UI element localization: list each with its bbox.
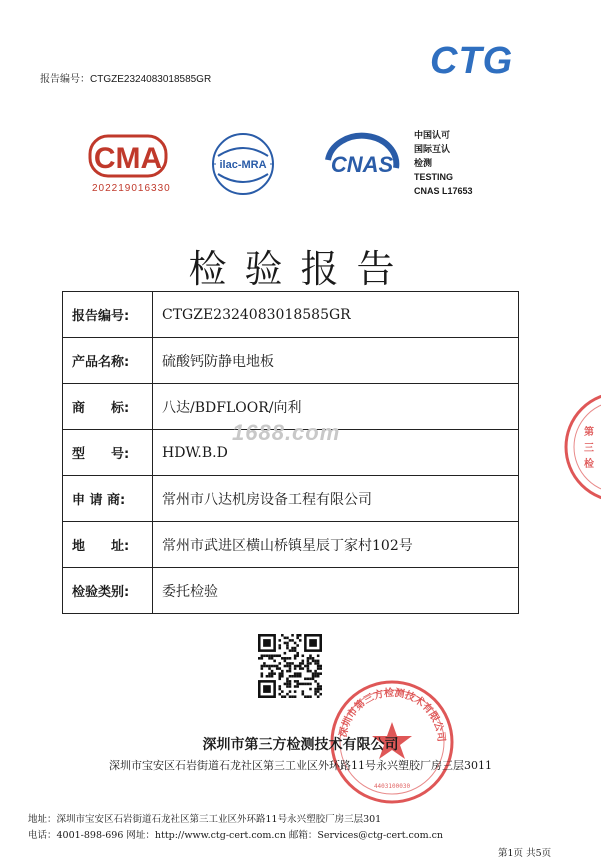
- watermark: 1688.com: [232, 420, 341, 445]
- svg-text:4403100030: 4403100030: [373, 783, 411, 790]
- table-row: [63, 522, 519, 568]
- row-value: 常州市武进区横山桥镇星辰丁家村102号: [153, 522, 519, 568]
- report-number-header-label: 报告编号：: [40, 74, 90, 85]
- svg-text:检: 检: [584, 459, 594, 470]
- row-label: 商 标:: [63, 384, 153, 430]
- svg-text:第: 第: [584, 427, 594, 438]
- qr-code-icon[interactable]: [258, 634, 322, 698]
- side-seal-icon: [562, 385, 601, 510]
- row-value: 委托检验: [153, 568, 519, 614]
- footer-address: 地址：深圳市宝安区石岩街道石龙社区第三工业区外环路11号永兴塑胶厂房三层301: [28, 814, 382, 825]
- row-value: 常州市八达机房设备工程有限公司: [153, 476, 519, 522]
- issuer-company-name: 深圳市第三方检测技术有限公司: [202, 737, 399, 753]
- row-value: HDW.B.D: [153, 430, 519, 476]
- table-row: [63, 292, 519, 338]
- table-row: [63, 338, 519, 384]
- ilac-mra-logo-icon: [208, 130, 278, 198]
- ilac-mra-logo-text: ilac-MRA: [219, 159, 267, 171]
- row-value: 八达/BDFLOOR/向利: [153, 384, 519, 430]
- cma-logo-text: CMA: [93, 142, 163, 175]
- ctg-logo: CTG: [430, 40, 514, 82]
- table-row: [63, 476, 519, 522]
- cnas-logo-icon: [318, 130, 406, 196]
- svg-text:三: 三: [584, 443, 594, 454]
- cnas-logo-text: CNAS: [330, 152, 394, 177]
- cma-logo-icon: [88, 130, 168, 180]
- row-label: 申 请 商:: [63, 476, 153, 522]
- report-number-header-value: CTGZE2324083018585GR: [90, 74, 212, 85]
- row-label: 产品名称:: [63, 338, 153, 384]
- svg-text:深圳市第三方检测技术有限公司: 深圳市第三方检测技术有限公司: [338, 687, 447, 743]
- cma-number: 202219016330: [92, 183, 171, 194]
- row-value: 硫酸钙防静电地板: [153, 338, 519, 384]
- row-label: 型 号:: [63, 430, 153, 476]
- row-label: 地 址:: [63, 522, 153, 568]
- footer-contact: 电话：4001-898-696 网址：http://www.ctg-cert.com.cn 邮箱：Services@ctg-cert.com.cn: [28, 830, 444, 841]
- cnas-line: CNAS L17653: [414, 186, 473, 196]
- cnas-line: 检测: [414, 158, 433, 168]
- table-row: [63, 568, 519, 614]
- report-number-header: [40, 70, 211, 85]
- cnas-line: 中国认可: [414, 130, 451, 140]
- row-label: 报告编号:: [63, 292, 153, 338]
- page-number: 第1页 共5页: [498, 848, 552, 859]
- cnas-line: 国际互认: [414, 144, 451, 154]
- row-value: CTGZE2324083018585GR: [153, 292, 519, 338]
- report-info-table: [62, 291, 519, 614]
- cnas-accreditation-text: [414, 128, 473, 198]
- cnas-line: TESTING: [414, 172, 454, 182]
- document-title: 检验报告: [188, 247, 413, 291]
- issuer-address: 深圳市宝安区石岩街道石龙社区第三工业区外环路11号永兴塑胶厂房三层3011: [109, 759, 492, 772]
- row-label: 检验类别:: [63, 568, 153, 614]
